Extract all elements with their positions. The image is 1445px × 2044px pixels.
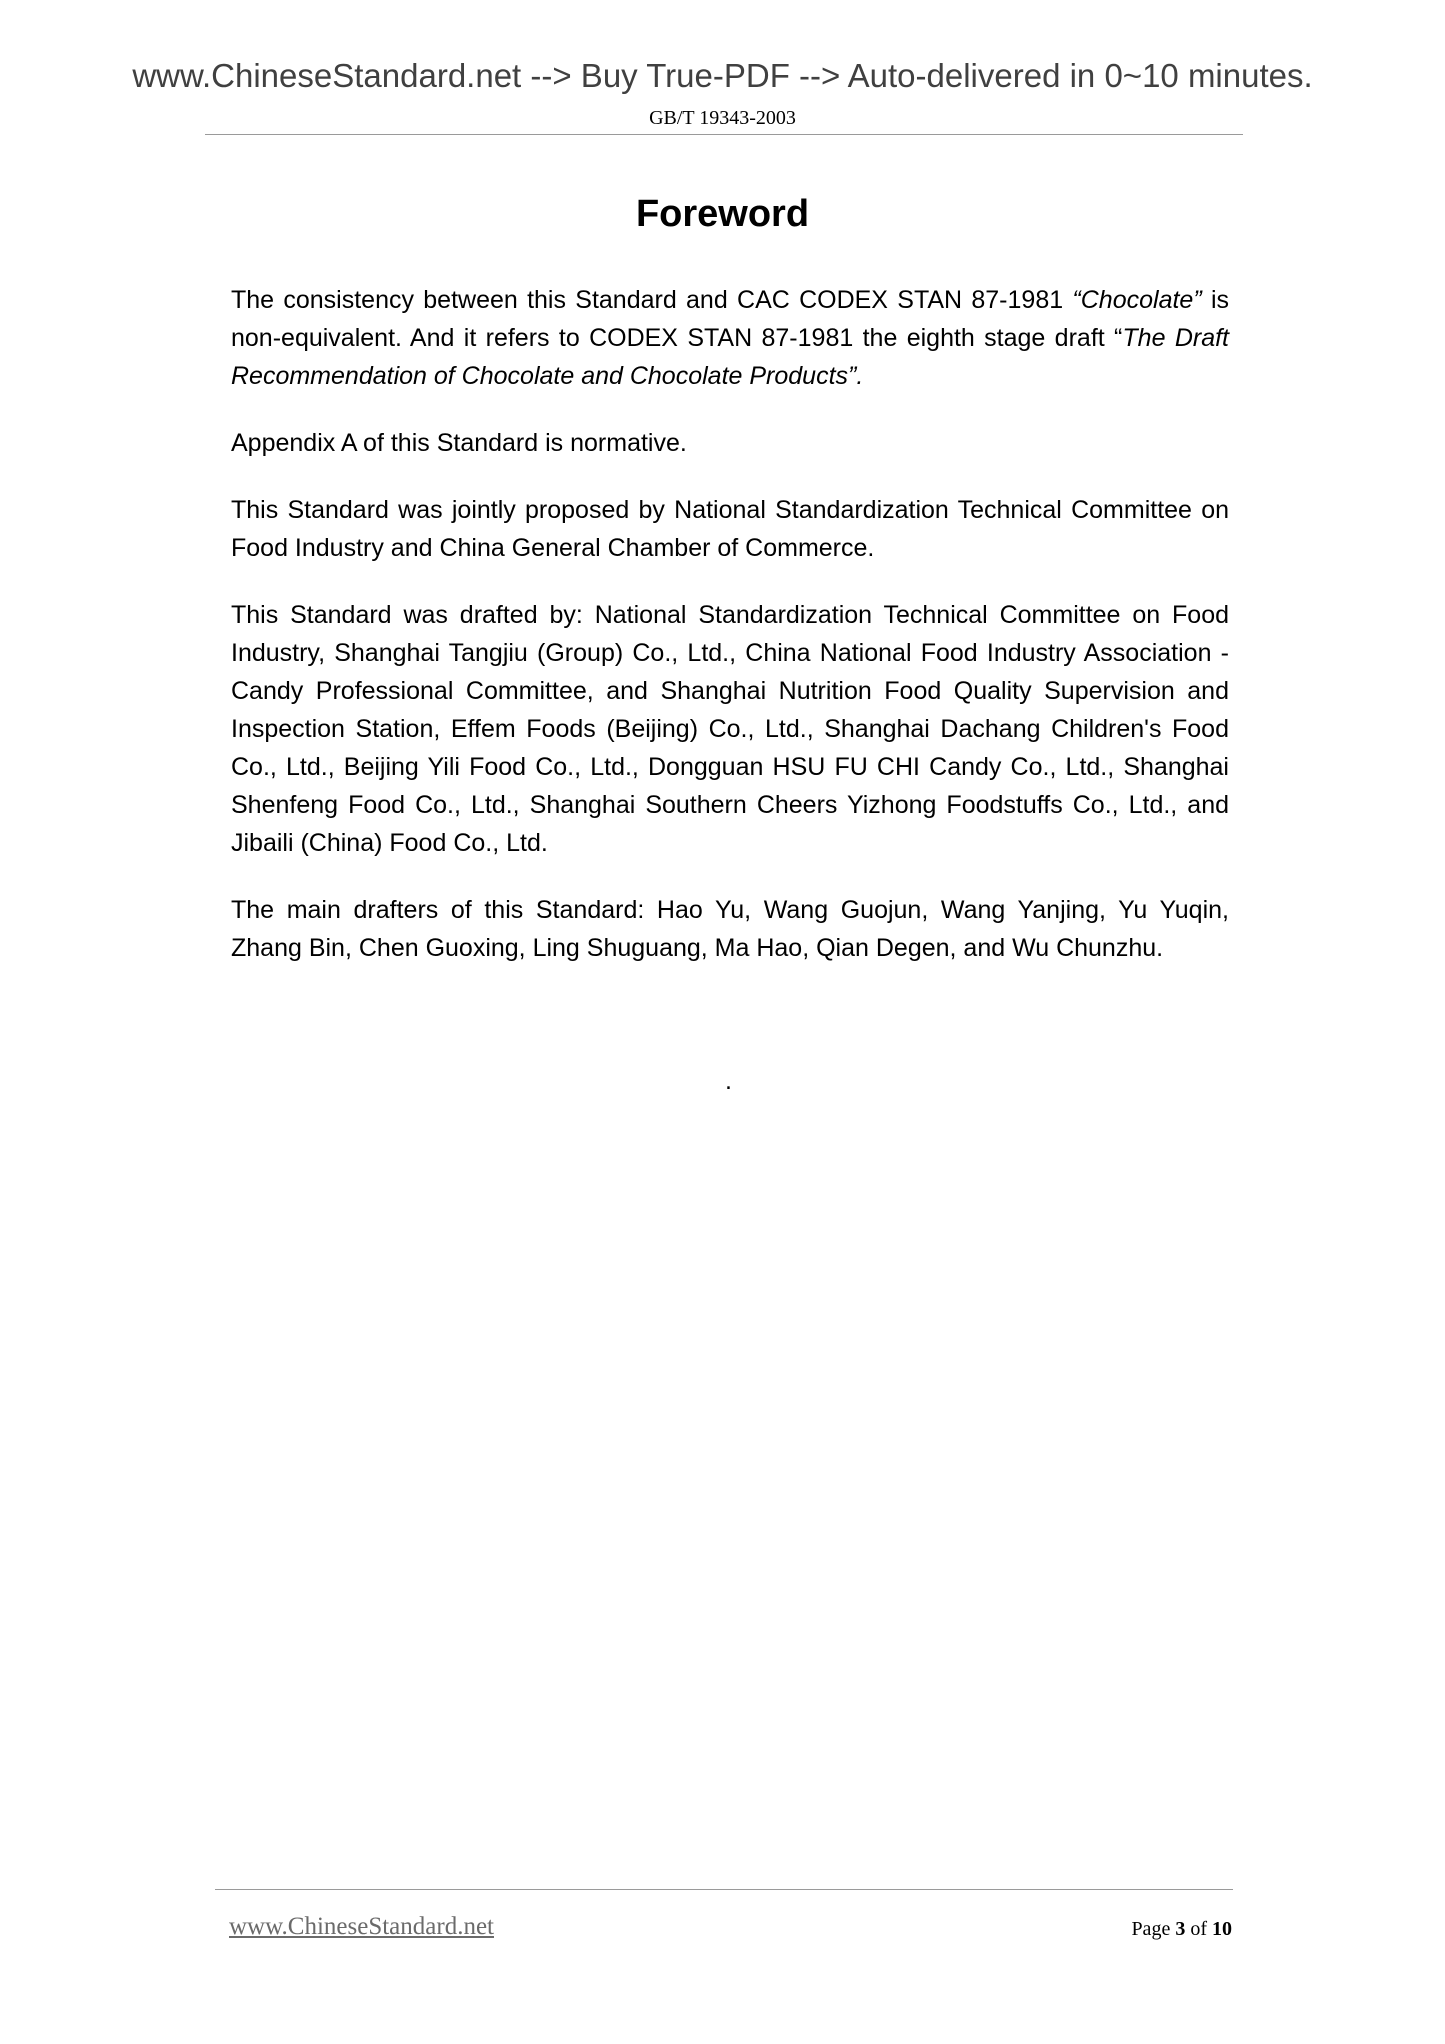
paragraph-consistency-text-c: is non-equivalent. And it refers to CODEX STAN 87-1981 the eighth stage draft “ — [231, 286, 1229, 352]
paragraph-consistency — [231, 281, 1229, 395]
page-current: 3 — [1175, 1918, 1186, 1940]
document-number: GB/T 19343-2003 — [649, 107, 796, 129]
paragraph-drafters: The main drafters of this Standard: Hao Yu, Wang Guojun, Wang Yanjing, Yu Yuqin, Zhang Bin, Chen Guoxing, Ling Shuguang, Ma Hao, Qian Degen, and Wu Chunzhu. — [231, 896, 1229, 962]
page-prefix: Page — [1131, 1918, 1176, 1940]
page-total: 10 — [1212, 1918, 1232, 1940]
footer-site-link[interactable]: www.ChineseStandard.net — [229, 1913, 494, 1940]
stray-dot: . — [725, 1067, 732, 1095]
page-title: Foreword — [635, 193, 810, 235]
header-divider — [205, 134, 1243, 135]
page-number — [1131, 1916, 1232, 1942]
chocolate-title: “Chocolate” — [1072, 286, 1202, 314]
page-of: of — [1185, 1918, 1212, 1940]
draft-recommendation-title: The Draft Recommendation of Chocolate and Chocolate Products”. — [231, 324, 1229, 390]
paragraph-proposed-by: This Standard was jointly proposed by National Standardization Technical Committee on Food Industry and China General Chamber of Commerce. — [231, 496, 1229, 562]
site-banner: www.ChineseStandard.net --> Buy True-PDF --> Auto-delivered in 0~10 minutes. — [132, 57, 1313, 94]
paragraph-drafted-by: This Standard was drafted by: National Standardization Technical Committee on Food Industry, Shanghai Tangjiu (Group) Co., Ltd., China National Food Industry Association - Candy Professional Committee, and Shanghai Nutrition Food Quality Supervision and Inspection Station, Effem Foods (Beijing) Co., Ltd., Shanghai Dachang Children's Food Co., Ltd., Beijing Yili Food Co., Ltd., Dongguan HSU FU CHI Candy Co., Ltd., Shanghai Shenfeng Food Co., Ltd., Shanghai Southern Cheers Yizhong Foodstuffs Co., Ltd., and Jibaili (China) Food Co., Ltd. — [231, 601, 1229, 857]
foreword-body — [231, 281, 1229, 996]
paragraph-consistency-text-a: The consistency between this Standard and CAC CODEX STAN 87-1981 — [231, 286, 1073, 314]
paragraph-appendix: Appendix A of this Standard is normative. — [231, 429, 687, 457]
footer-divider — [215, 1889, 1233, 1890]
